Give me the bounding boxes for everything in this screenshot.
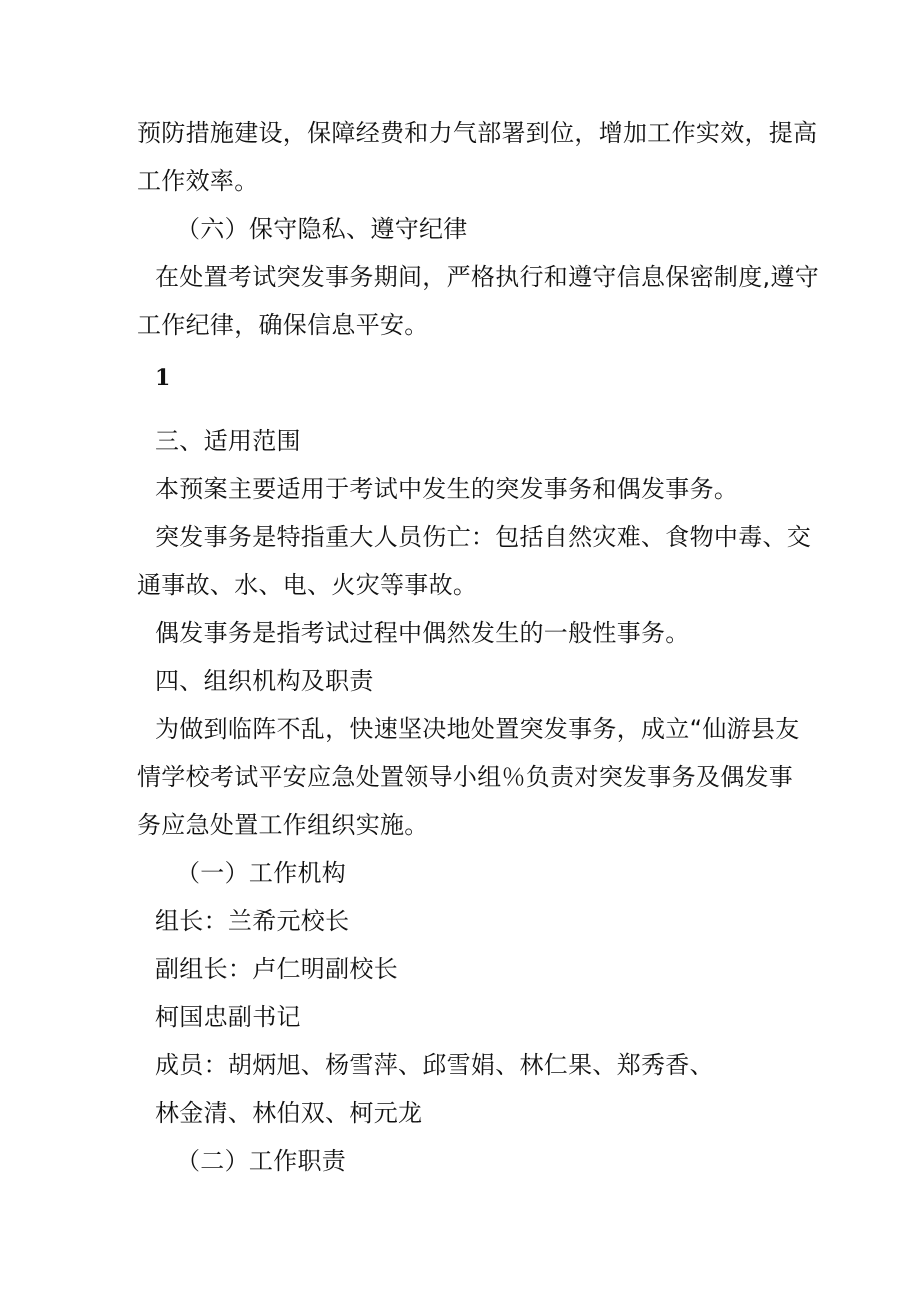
paragraph-line: 副组长：卢仁明副校长	[155, 955, 398, 983]
paragraph-line: 组长：兰希元校长	[155, 907, 350, 935]
paragraph-line: 成员：胡炳旭、杨雪萍、邱雪娟、林仁果、郑秀香、	[155, 1051, 714, 1079]
section-heading: 三、适用范围	[155, 427, 301, 455]
paragraph-line: 情学校考试平安应急处置领导小组％负责对突发事务及偶发事	[137, 763, 794, 791]
page-number: 1	[155, 365, 171, 391]
paragraph-line: 林金清、林伯双、柯元龙	[155, 1099, 423, 1127]
paragraph-line: 预防措施建设，保障经费和力气部署到位，增加工作实效，提高	[137, 119, 818, 147]
paragraph-line: 柯国忠副书记	[155, 1003, 301, 1031]
paragraph-line: 工作纪律，确保信息平安。	[137, 311, 429, 339]
section-heading: （六）保守隐私、遵守纪律	[176, 215, 468, 243]
paragraph-line: 在处置考试突发事务期间，严格执行和遵守信息保密制度,遵守	[155, 263, 820, 291]
paragraph-line: 通事故、水、电、火灾等事故。	[137, 571, 478, 599]
paragraph-line: 务应急处置工作组织实施。	[137, 811, 429, 839]
paragraph-line: 偶发事务是指考试过程中偶然发生的一般性事务。	[155, 619, 690, 647]
paragraph-line: 突发事务是特指重大人员伤亡：包括自然灾难、食物中毒、交	[155, 523, 812, 551]
section-heading: 四、组织机构及职责	[155, 667, 374, 695]
paragraph-line: 本预案主要适用于考试中发生的突发事务和偶发事务。	[155, 475, 739, 503]
paragraph-line: 为做到临阵不乱，快速坚决地处置突发事务，成立“仙游县友	[155, 715, 800, 743]
section-heading: （一）工作机构	[176, 859, 347, 887]
paragraph-line: 工作效率。	[137, 167, 259, 195]
section-heading: （二）工作职责	[176, 1147, 347, 1175]
